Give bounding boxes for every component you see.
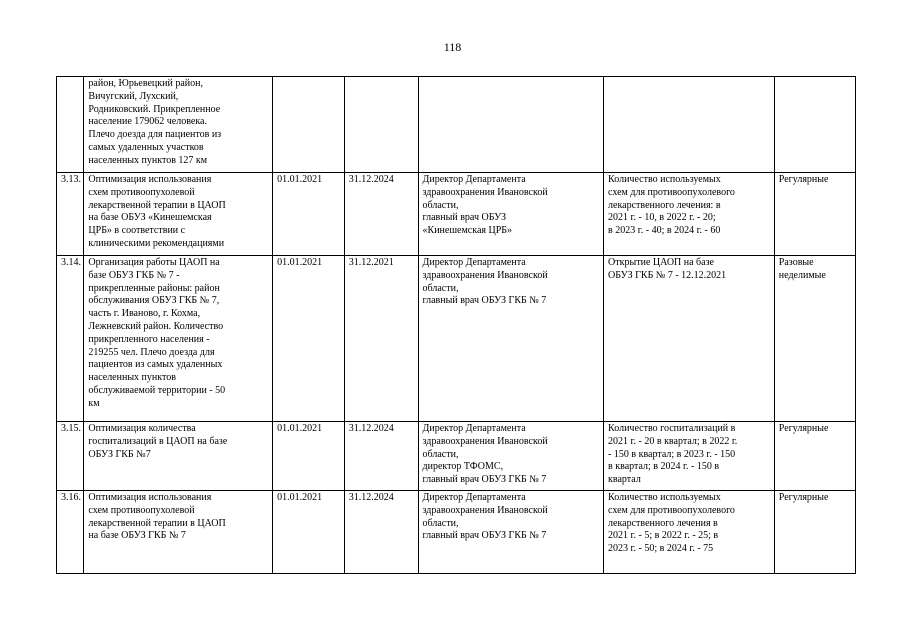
result-line: ОБУЗ ГКБ № 7 - 12.12.2021	[608, 269, 727, 281]
result-line: лекарственного лечения в	[608, 517, 718, 529]
event-line: Родниковский. Прикрепленное	[88, 103, 221, 115]
result-line: 2021 г. - 20 в квартал; в 2022 г.	[608, 435, 738, 447]
event-line: госпитализаций в ЦАОП на базе	[88, 435, 228, 447]
result-line: 2021 г. - 5; в 2022 г. - 25; в	[608, 530, 719, 542]
table-row-continuation	[57, 77, 856, 173]
responsible-line: здравоохранения Ивановской	[422, 186, 548, 198]
event-line: район, Юрьевецкий район,	[88, 78, 203, 89]
responsible-line: здравоохранения Ивановской	[422, 504, 548, 516]
cell-result	[604, 491, 775, 574]
event-line: Организация работы ЦАОП на	[88, 257, 220, 268]
cell-start-date	[273, 77, 345, 173]
cell-start-date: 01.01.2021	[273, 491, 345, 574]
cell-responsible	[418, 77, 604, 173]
type-line: Регулярные	[778, 492, 829, 503]
event-line: км	[88, 397, 100, 409]
cell-result	[604, 256, 775, 422]
cell-number: 3.15.	[57, 422, 84, 491]
event-line: прикрепленные районы: район	[88, 282, 220, 294]
table-row	[57, 173, 856, 256]
type-line: Регулярные	[778, 174, 829, 185]
cell-number	[57, 77, 84, 173]
event-line: Оптимизация количества	[88, 423, 196, 434]
result-line: Открытие ЦАОП на базе	[608, 257, 714, 268]
event-line: схем противоопухолевой	[88, 186, 195, 198]
event-line: Лежневский район. Количество	[88, 320, 224, 332]
responsible-line: области,	[422, 282, 459, 294]
result-line: - 150 в квартал; в 2023 г. - 150	[608, 448, 736, 460]
cell-number: 3.16.	[57, 491, 84, 574]
cell-responsible	[418, 422, 604, 491]
cell-event	[84, 491, 273, 574]
responsible-line: директор ТФОМС,	[422, 461, 504, 473]
result-line: Количество госпитализаций в	[608, 423, 736, 434]
result-line: 2021 г. - 10, в 2022 г. - 20;	[608, 212, 716, 224]
cell-end-date	[344, 77, 418, 173]
cell-end-date: 31.12.2024	[344, 491, 418, 574]
cell-type	[774, 491, 855, 574]
cell-end-date: 31.12.2024	[344, 422, 418, 491]
event-line: базе ОБУЗ ГКБ № 7 -	[88, 269, 180, 281]
responsible-line: Директор Департамента	[422, 174, 526, 185]
event-line: лекарственной терапии в ЦАОП	[88, 517, 226, 529]
event-line: населенных пунктов	[88, 372, 176, 384]
cell-event	[84, 256, 273, 422]
event-line: обслуживания ОБУЗ ГКБ № 7,	[88, 295, 220, 307]
event-line: 219255 чел. Плечо доезда для	[88, 346, 215, 358]
event-line: Плечо доезда для пациентов из	[88, 129, 222, 141]
type-line: Регулярные	[778, 423, 829, 434]
cell-responsible	[418, 491, 604, 574]
responsible-line: Директор Департамента	[422, 257, 526, 268]
responsible-line: главный врач ОБУЗ ГКБ № 7	[422, 530, 547, 542]
cell-number: 3.13.	[57, 173, 84, 256]
result-line: в квартал; в 2024 г. - 150 в	[608, 461, 720, 473]
responsible-line: области,	[422, 448, 459, 460]
type-line: Разовые	[778, 257, 814, 268]
cell-end-date: 31.12.2024	[344, 173, 418, 256]
responsible-line: здравоохранения Ивановской	[422, 269, 548, 281]
result-line: схем для противоопухолевого	[608, 504, 735, 516]
table-row	[57, 422, 856, 491]
responsible-line: главный врач ОБУЗ ГКБ № 7	[422, 474, 547, 486]
event-line: клиническими рекомендациями	[88, 237, 225, 249]
event-line: самых удаленных участков	[88, 141, 204, 153]
event-line: схем противоопухолевой	[88, 504, 195, 516]
table-row	[57, 491, 856, 574]
result-line: схем для противоопухолевого	[608, 186, 735, 198]
responsible-line: «Кинешемская ЦРБ»	[422, 225, 513, 237]
result-line: лекарственного лечения: в	[608, 199, 721, 211]
cell-result	[604, 173, 775, 256]
event-line: на базе ОБУЗ ГКБ № 7	[88, 530, 186, 542]
cell-type	[774, 77, 855, 173]
cell-result	[604, 422, 775, 491]
event-line: лекарственной терапии в ЦАОП	[88, 199, 226, 211]
cell-type	[774, 422, 855, 491]
cell-event	[84, 422, 273, 491]
responsible-line: Директор Департамента	[422, 423, 526, 434]
measures-table	[56, 76, 856, 574]
responsible-line: главный врач ОБУЗ ГКБ № 7	[422, 295, 547, 307]
type-line: неделимые	[778, 269, 826, 281]
cell-responsible	[418, 173, 604, 256]
event-line: на базе ОБУЗ «Кинешемская	[88, 212, 212, 224]
cell-type	[774, 256, 855, 422]
cell-responsible	[418, 256, 604, 422]
responsible-line: области,	[422, 517, 459, 529]
event-line: Вичугский, Лухский,	[88, 90, 179, 102]
event-line: Оптимизация использования	[88, 492, 212, 503]
responsible-line: Директор Департамента	[422, 492, 526, 503]
table-body	[57, 77, 856, 574]
cell-start-date: 01.01.2021	[273, 422, 345, 491]
responsible-line: области,	[422, 199, 459, 211]
result-line: Количество используемых	[608, 492, 721, 503]
cell-end-date: 31.12.2021	[344, 256, 418, 422]
cell-event	[84, 173, 273, 256]
responsible-line: главный врач ОБУЗ	[422, 212, 507, 224]
result-line: 2023 г. - 50; в 2024 г. - 75	[608, 543, 714, 555]
cell-result	[604, 77, 775, 173]
event-line: Оптимизация использования	[88, 174, 212, 185]
cell-start-date: 01.01.2021	[273, 173, 345, 256]
event-line: население 179062 человека.	[88, 116, 207, 128]
responsible-line: здравоохранения Ивановской	[422, 435, 548, 447]
cell-event	[84, 77, 273, 173]
event-line: ЦРБ» в соответствии с	[88, 225, 186, 237]
result-line: в 2023 г. - 40; в 2024 г. - 60	[608, 225, 721, 237]
cell-start-date: 01.01.2021	[273, 256, 345, 422]
event-line: часть г. Иваново, г. Кохма,	[88, 308, 201, 320]
cell-number: 3.14.	[57, 256, 84, 422]
event-line: прикрепленного населения -	[88, 333, 210, 345]
table-row	[57, 256, 856, 422]
result-line: квартал	[608, 474, 641, 486]
cell-type	[774, 173, 855, 256]
event-line: пациентов из самых удаленных	[88, 359, 223, 371]
event-line: обслуживаемой территории - 50	[88, 384, 226, 396]
event-line: населенных пунктов 127 км	[88, 154, 208, 166]
page-number: 118	[443, 40, 462, 54]
event-line: ОБУЗ ГКБ №7	[88, 448, 151, 460]
result-line: Количество используемых	[608, 174, 721, 185]
